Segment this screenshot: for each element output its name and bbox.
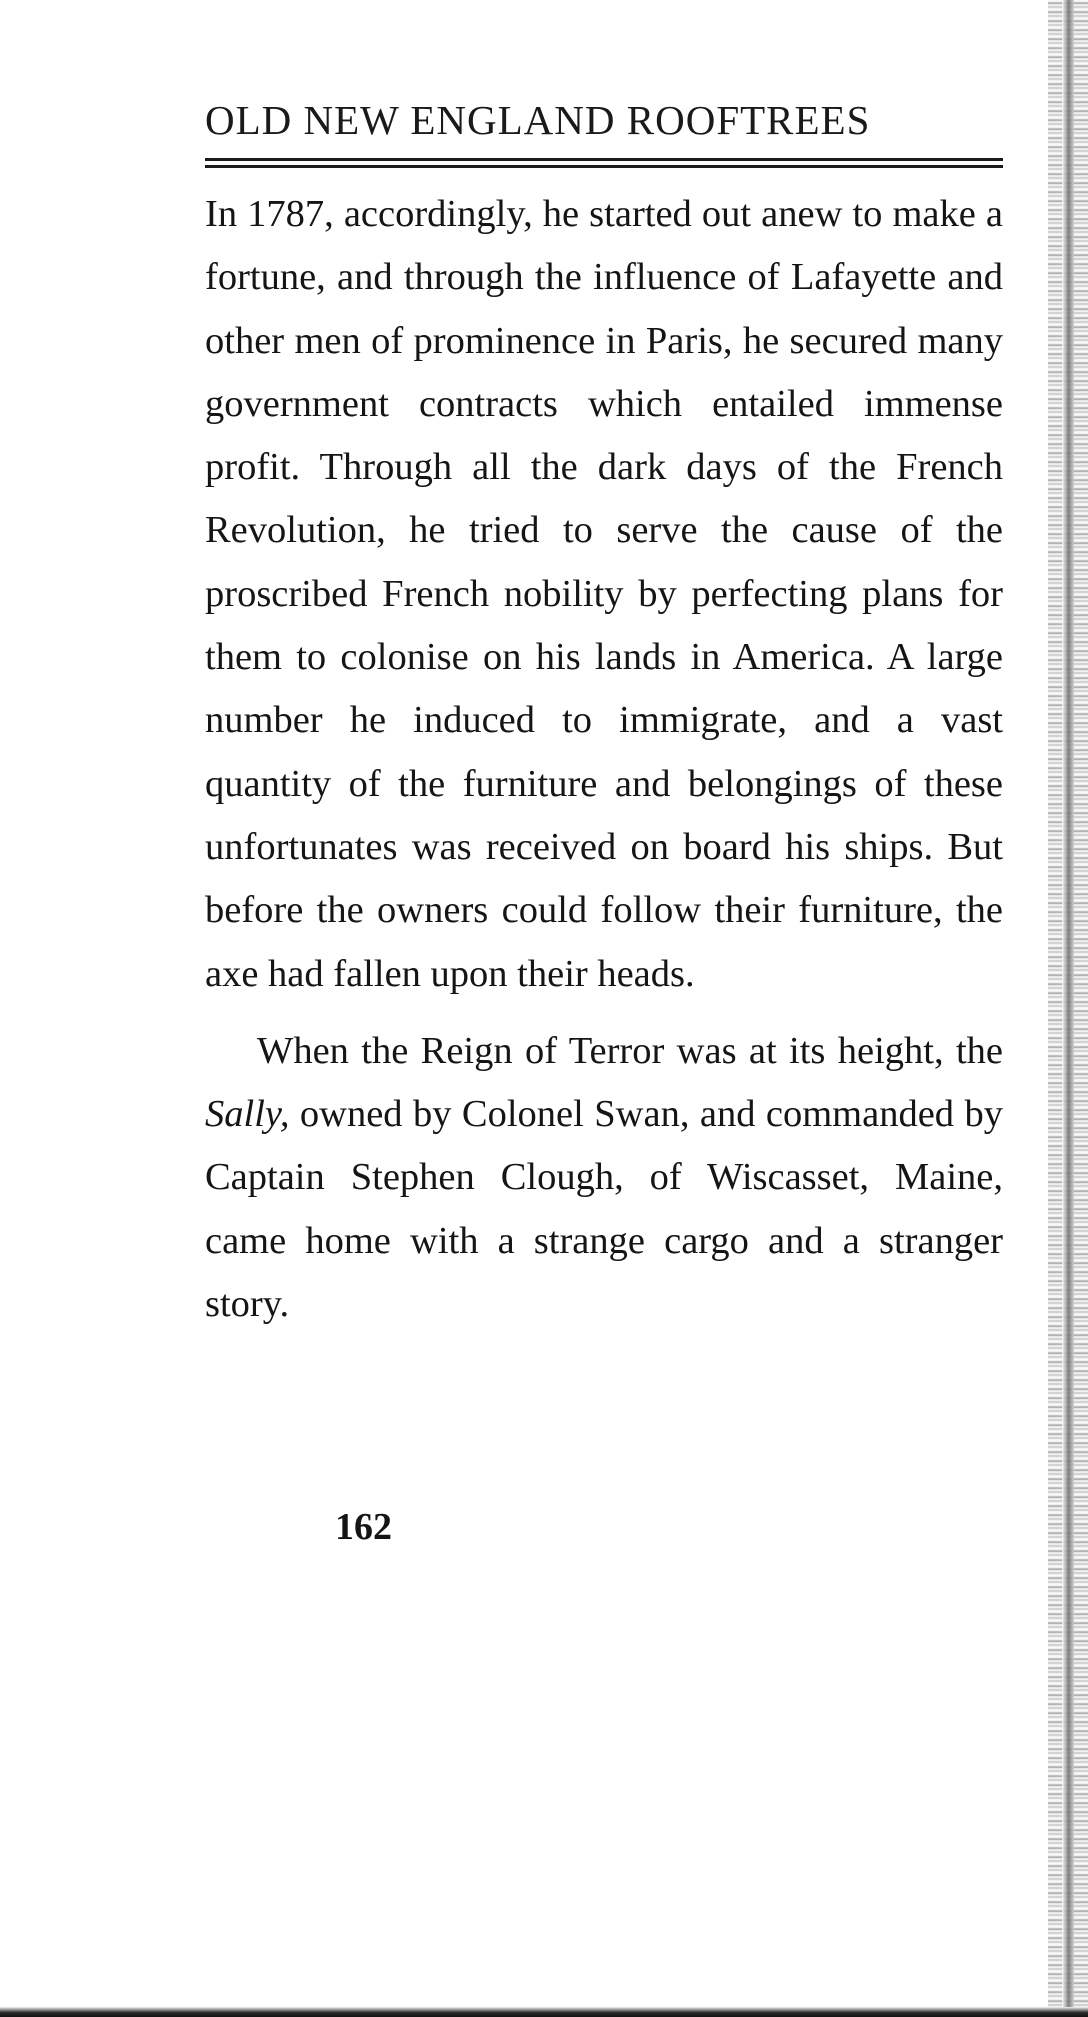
running-head: OLD NEW ENGLAND ROOFTREES — [205, 97, 871, 143]
paragraph-1 — [205, 183, 1003, 1006]
paragraph-2-text-start: When the Reign of Terror was at its height, the — [257, 1029, 1003, 1072]
paragraph-2-text-end: owned by Colonel Swan, and commanded by Captain Stephen Clough, of Wiscasset, Maine, came home with a strange cargo and a stranger story. — [205, 1093, 1003, 1326]
ship-name-sally: Sally, — [205, 1093, 290, 1136]
header-rule-bottom — [205, 165, 1003, 168]
header-rule-top — [205, 158, 1003, 161]
paragraph-1-text: In 1787, accordingly, he started out anew to make a fortune, and through the influence of Lafayette and other men of prominence in Paris, he secured many government contracts which entailed immense profit. Through all the dark days of the French Revolution, he tried to serve the cause of the proscribed French nobility by perfecting plans for them to colonise on his lands in America. A large number he induced to immigrate, and a vast quantity of the furniture and belongings of these unfortunates was received on board his ships. But before the owners could follow their furniture, the axe had fallen upon their heads. — [205, 193, 1003, 995]
bottom-edge-shadow — [0, 2007, 1088, 2017]
page-number: 162 — [335, 1506, 392, 1548]
page-edge-binding — [1062, 0, 1074, 2017]
paragraph-2 — [205, 1020, 1003, 1336]
body-text — [205, 183, 1003, 1336]
